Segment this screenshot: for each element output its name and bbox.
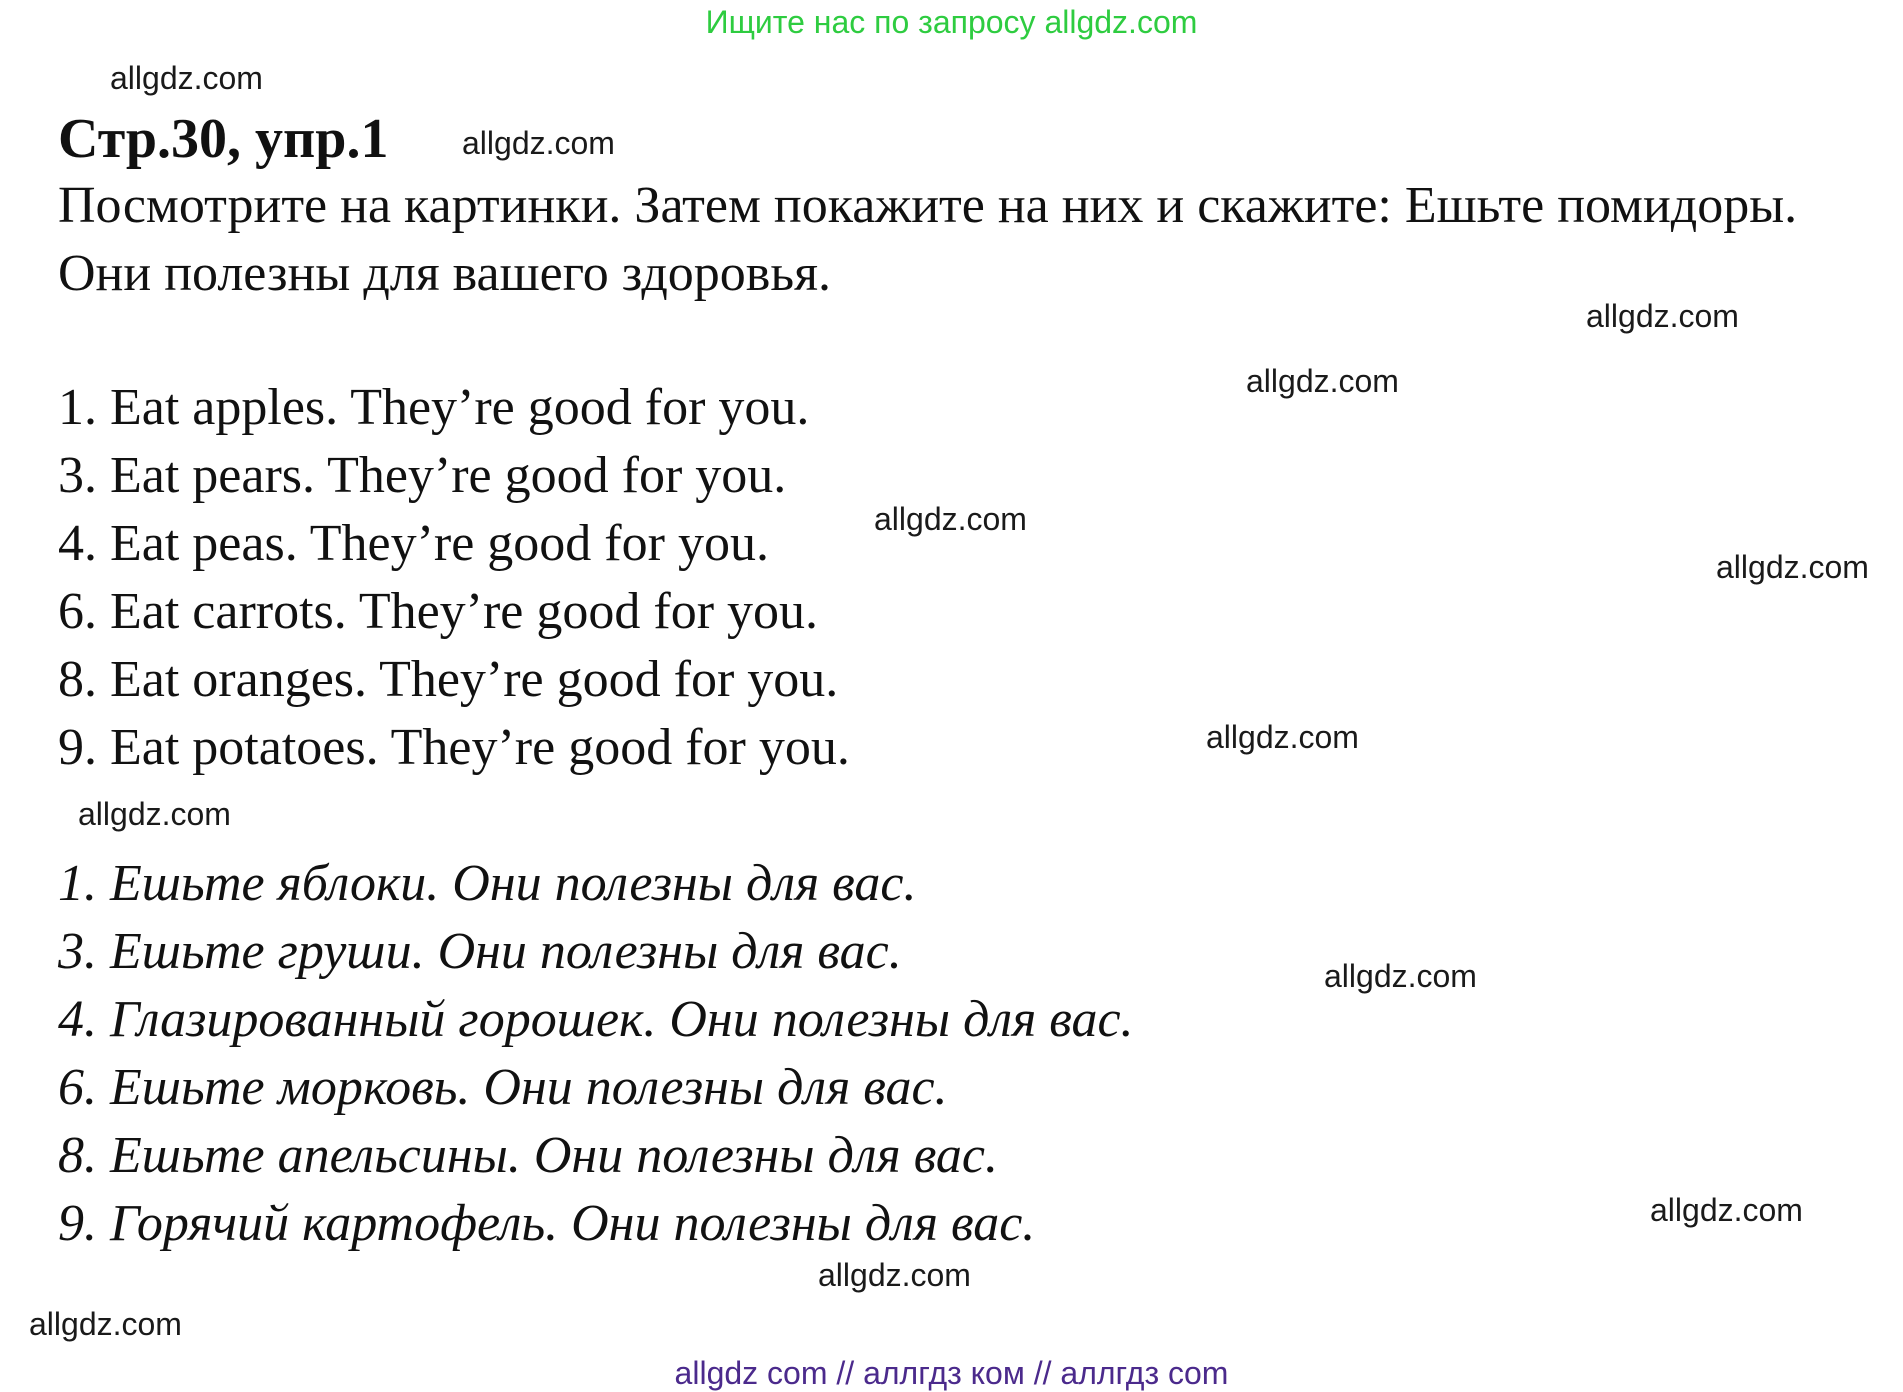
exercise-instruction: Посмотрите на картинки. Затем покажите на них и скажите: Ешьте помидоры. Они полезны для вашего здоровья. bbox=[58, 177, 1798, 302]
list-item: 4. Глазированный горошек. Они полезны для вас. bbox=[58, 991, 1134, 1048]
list-item: 6. Eat carrots. They’re good for you. bbox=[58, 583, 819, 640]
watermark: allgdz.com bbox=[1206, 719, 1359, 755]
watermark: allgdz.com bbox=[1650, 1192, 1803, 1228]
list-item: 3. Eat pears. They’re good for you. bbox=[58, 447, 787, 504]
watermark: allgdz.com bbox=[78, 796, 231, 832]
list-item: 4. Eat peas. They’re good for you. bbox=[58, 515, 769, 572]
list-item: 8. Ешьте апельсины. Они полезны для вас. bbox=[58, 1127, 999, 1184]
list-item: 1. Ешьте яблоки. Они полезны для вас. bbox=[58, 855, 917, 912]
watermark: allgdz.com bbox=[29, 1306, 182, 1342]
watermark: allgdz.com bbox=[874, 501, 1027, 537]
list-item: 9. Eat potatoes. They’re good for you. bbox=[58, 719, 850, 776]
list-item: 9. Горячий картофель. Они полезны для вас. bbox=[58, 1195, 1036, 1252]
watermark: allgdz.com bbox=[1324, 958, 1477, 994]
watermark: allgdz.com bbox=[462, 125, 615, 161]
english-answer-list bbox=[58, 374, 850, 782]
watermark: allgdz.com bbox=[1246, 363, 1399, 399]
watermark: allgdz.com bbox=[1586, 298, 1739, 334]
footer-watermark: allgdz com // аллгдз ком // аллгдз com bbox=[674, 1355, 1229, 1391]
top-banner: Ищите нас по запросу allgdz.com bbox=[705, 4, 1198, 40]
watermark: allgdz.com bbox=[1716, 549, 1869, 585]
list-item: 8. Eat oranges. They’re good for you. bbox=[58, 651, 839, 708]
list-item: 3. Ешьте груши. Они полезны для вас. bbox=[58, 923, 902, 980]
watermark: allgdz.com bbox=[110, 60, 263, 96]
russian-translation-list bbox=[58, 850, 1134, 1258]
list-item: 6. Ешьте морковь. Они полезны для вас. bbox=[58, 1059, 948, 1116]
watermark: allgdz.com bbox=[818, 1257, 971, 1293]
page-title: Стр.30, упр.1 bbox=[58, 108, 389, 170]
list-item: 1. Eat apples. They’re good for you. bbox=[58, 379, 810, 436]
